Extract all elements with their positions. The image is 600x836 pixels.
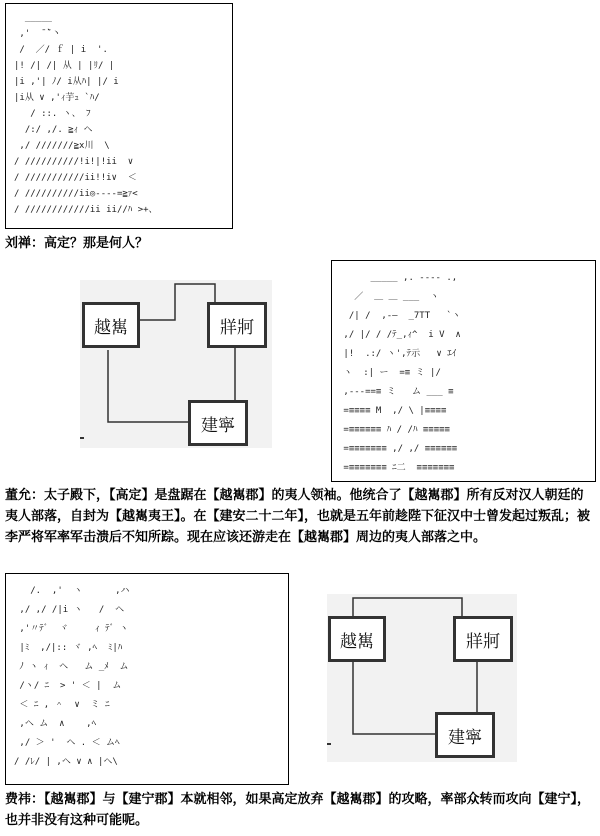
- caption-dong-yun: 董允：太子殿下，【高定】是盘踞在【越嶲郡】的夷人领袖。他统合了【越嶲郡】所有反对汉人朝廷的夷人部落，自封为【越嶲夷王】。在【建安二十二年】，也就是五年前趁陛下征汉中士曾发起过叛乱；被李严将军率军击溃后不知所踪。现在应该还游走在【越嶲郡】周边的夷人部落之中。: [5, 488, 591, 545]
- ascii-art-panel-dong-yun: [331, 260, 596, 482]
- ascii-art-dong-yun: _____ ,. ---- ., ／ ＿ ＿ ___ ヽ /| / ,-― _7TT `ヽ ,/ |/ / /ﾃ_,ｨ^ i V ∧ |! .:/ ヽ',ﾃ示 ∨ ｴｲ ヽ :| ー =≡ ミ |/ ,---==≡ ミ ム ___ ≡ =≡≡≡≡ M ,/ \ |≡≡≡≡ =≡≡≡≡≡≡ ﾊ / /ﾊ ≡≡≡≡≡ =≡≡≡≡≡≡≡ ,/ ,/ ≡≡≡≡≡≡ =≡≡≡≡≡≡≡ ﾆ二 ≡≡≡≡≡≡≡: [343, 273, 461, 473]
- node-jianning-2: 建寧: [435, 712, 495, 758]
- node-zangke-2: 牂牁: [453, 616, 513, 662]
- ascii-art-fei-yi: /. ,' ヽ ,ハ ,/ ,/ /|i ヽ / ヘ ,'〃ﾃﾞ ヾ ｨ ﾃﾞ ヽ |ﾐ ,/|:: ヾ ,ﾍ ﾐ|ﾊ ﾉ ヽ ｨ ヘ ム _ﾒ ム /ヽ/ ﾆ > ' ＜ | ム ＜ ﾆ , ＾ ∨ ミ ﾆ ,ヘ ム ∧ ,ﾍ ,/ ＞ ' ヘ . ＜ ムﾍ / /ﾚ/ | ,ヘ ∨ ∧ |ヘ\: [14, 586, 130, 767]
- map-diagram-bottom: [327, 594, 517, 762]
- ascii-art-panel-liu-shan: [5, 3, 233, 229]
- ascii-art-panel-fei-yi: [5, 573, 289, 785]
- caption-liu-shan: 刘禅：高定？那是何人？: [5, 236, 149, 251]
- node-yuexi-2: 越嶲: [328, 616, 386, 662]
- caption-fei-yi: 费祎：【越嶲郡】与【建宁郡】本就相邻，如果高定放弃【越嶲郡】的攻略，率部众转而攻向【建宁】，也并非没有这种可能呢。: [5, 792, 591, 828]
- node-yuexi: 越嶲: [82, 302, 140, 348]
- ascii-art-liu-shan: _____ ,' ̄ ̄`丶 / ／/ ｆ | i '. |! /| /| 从 | |ﾘ/ | |i ,'| ﾉ/ i从ﾊ| |/ i |i从 ∨ ,'ｨ芋ｭ `ﾊ/ / ::. ヽ、 ﾌ /:/ ,/. ≧ｨ ヘ ,/ ///////≧x川 \ / //////////!i!|!ii ∨ / ///////////ii!!i∨ ＜ / //////////ii◎----=≧ｧ< / ////////////ii ii//ﾊ >+、: [14, 13, 158, 215]
- map-diagram-top: [80, 280, 272, 448]
- node-jianning: 建寧: [188, 400, 248, 446]
- node-zangke: 牂牁: [207, 302, 267, 348]
